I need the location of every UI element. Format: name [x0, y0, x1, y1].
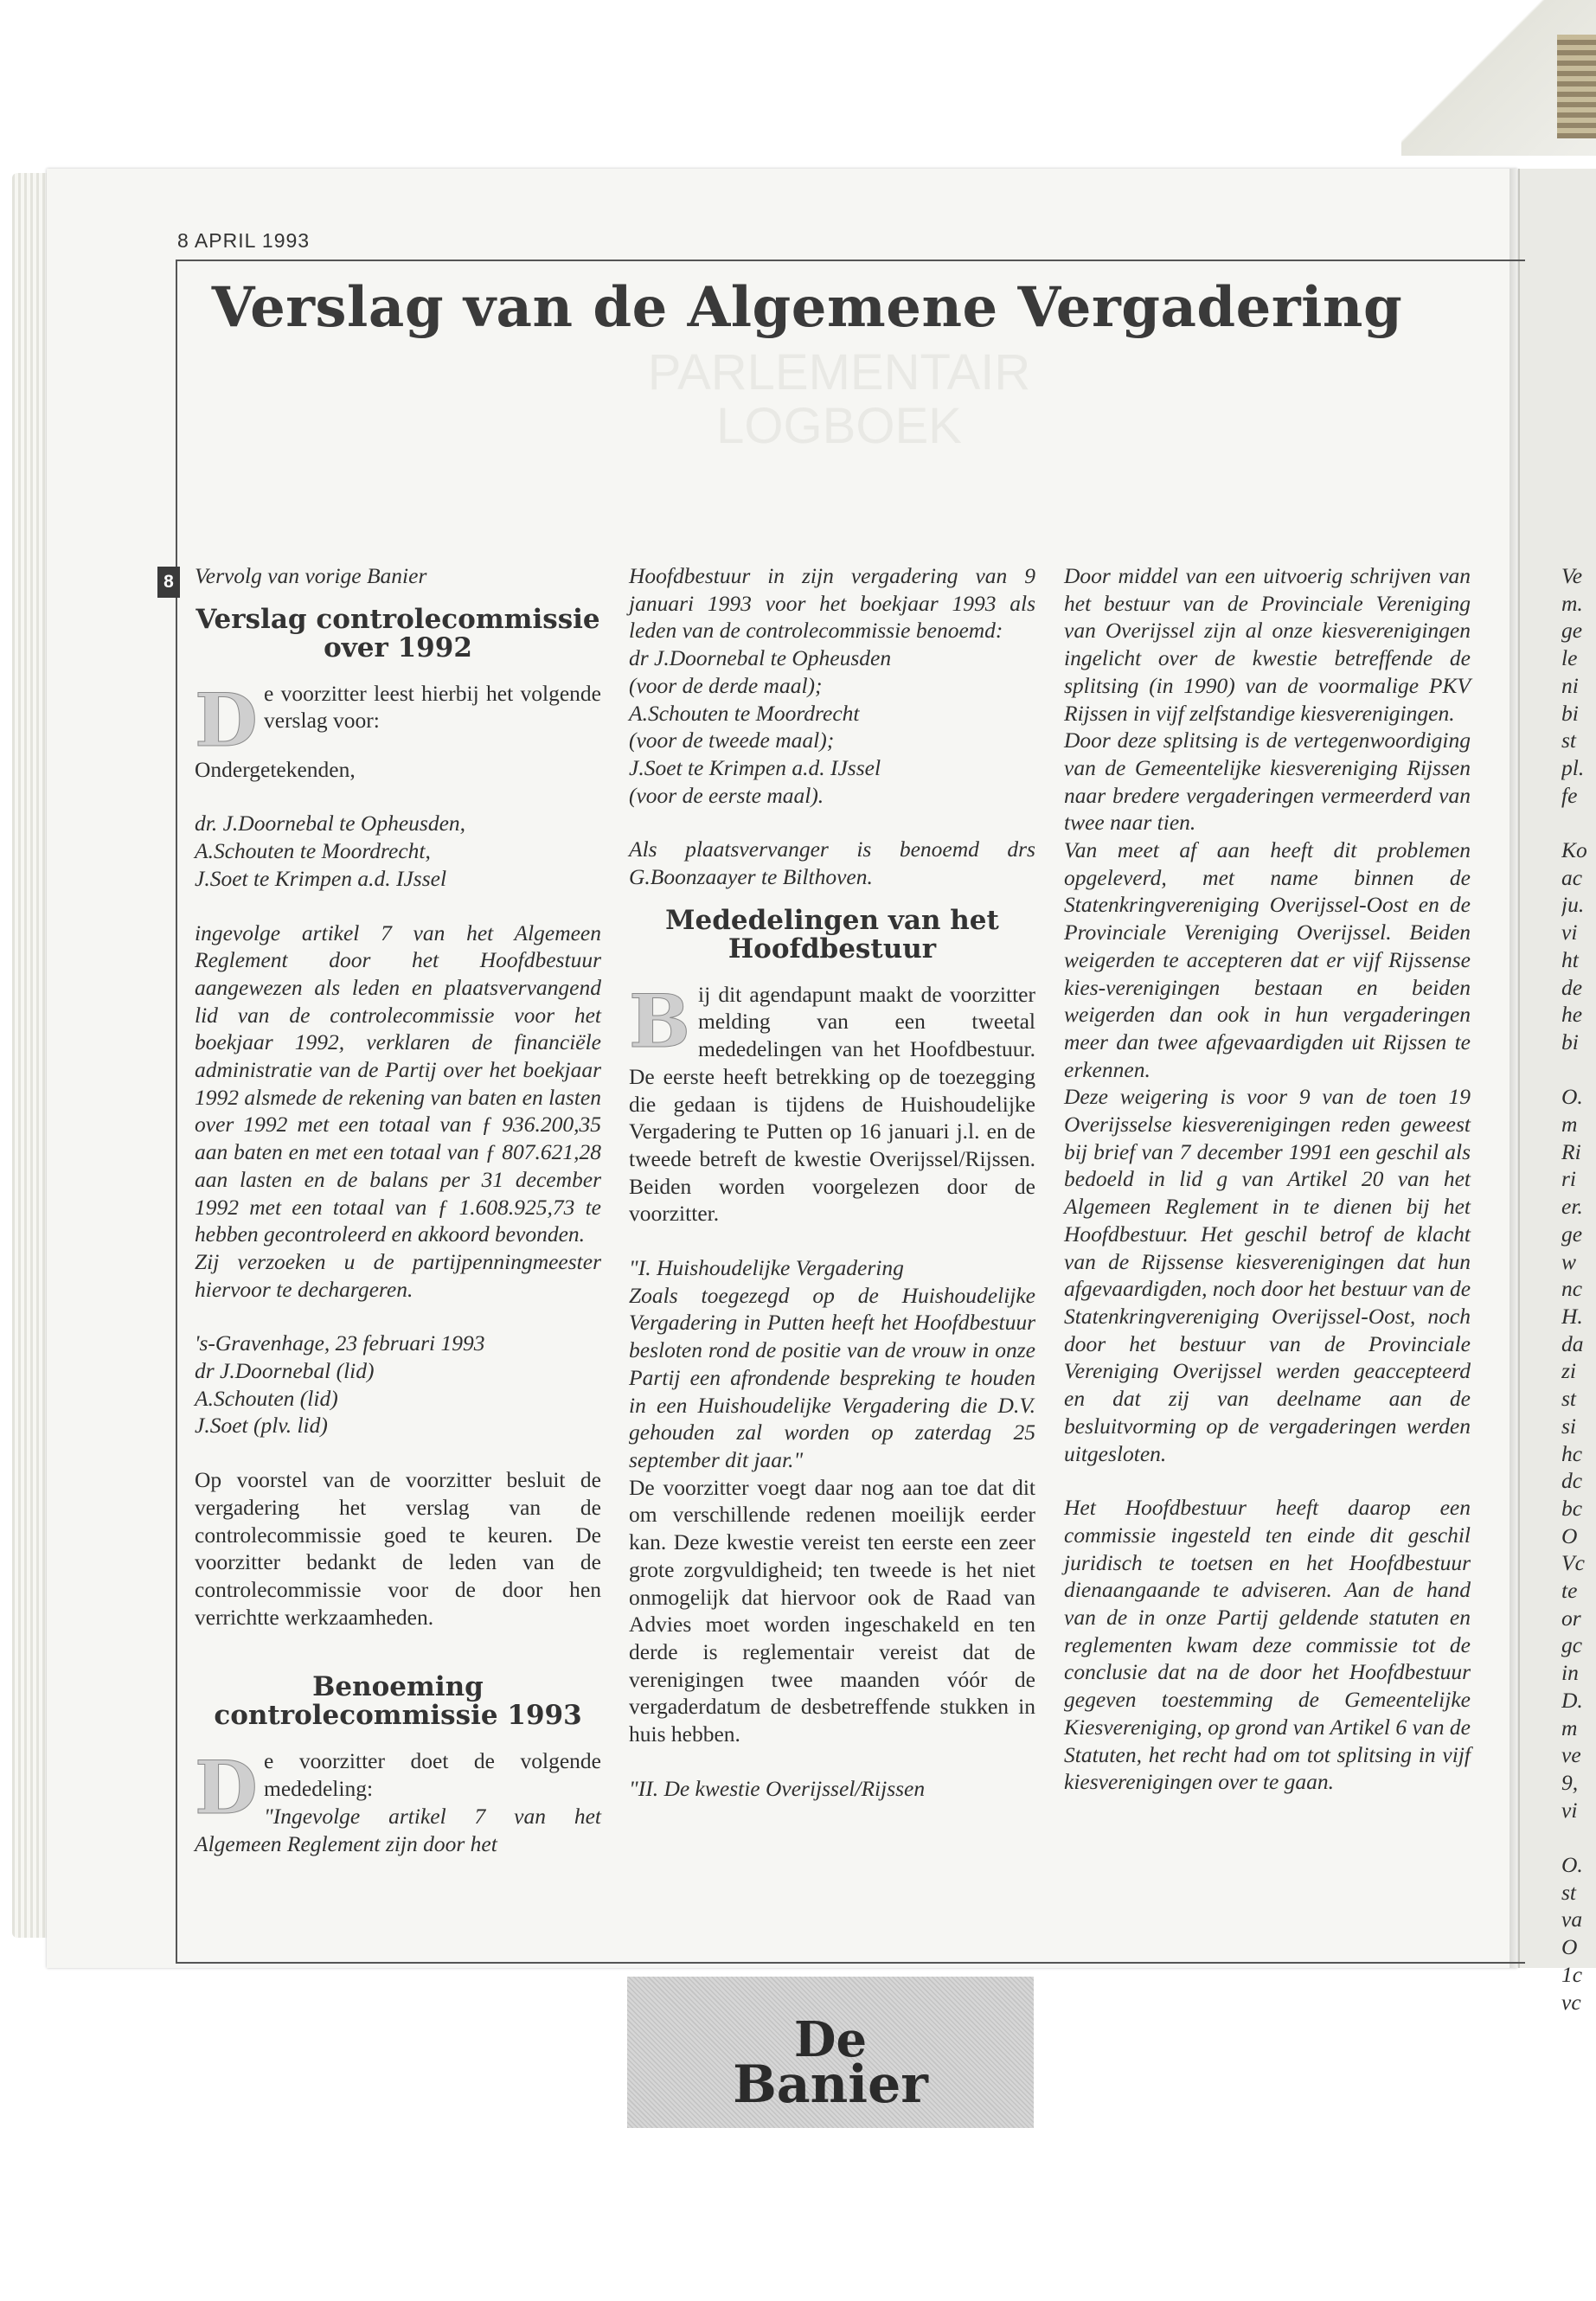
chairman-addition: De voorzitter voegt daar nog aan toe dat dit om verschillende redenen moeilijk eerder kan. Deze kwestie vereist ten eerste een zeer grote zorgvuldigheid; ten tweede is het niet onmogelijk dat hiervoor ook de Raad van Advies moet worden ingeschakeld en ten derde is reglementair vereist dat de verenigingen twee maanden vóór de vergaderdatum de desbetreffende stukken in huis hebben.: [629, 1474, 1035, 1747]
fragment-line: ge: [1561, 1221, 1583, 1247]
fragment-line: O.: [1561, 1852, 1583, 1878]
fragment-line: [1561, 809, 1596, 836]
facing-page-fragments: [1561, 562, 1596, 2016]
fragment-line: m: [1561, 1715, 1578, 1740]
fragment-line: le: [1561, 645, 1578, 671]
intro-text: e voorzitter doet de volgende mededeling:: [264, 1748, 601, 1802]
column-2: [629, 562, 1035, 1802]
dropcap-paragraph: [195, 676, 601, 763]
signature: A.Schouten (lid): [195, 1385, 338, 1411]
undersigned: Ondergetekenden,: [195, 756, 356, 782]
fragment-line: m: [1561, 1112, 1578, 1138]
fragment-line: Ve: [1561, 563, 1583, 588]
fragment-line: dc: [1561, 1468, 1583, 1494]
fragment-line: [1561, 1823, 1596, 1851]
dropcap-paragraph: [629, 977, 1035, 1227]
quote-start: "Ingevolge artikel 7 van het Algemeen Reglement zijn door het: [195, 1803, 601, 1856]
committee-member: A.Schouten te Moordrecht: [629, 700, 860, 726]
page-number-badge: 8: [157, 567, 180, 598]
logo-word-banier: Banier: [733, 2054, 928, 2115]
discharge-request: Zij verzoeken u de partijpenningmeester hiervoor te dechargeren.: [195, 1248, 601, 1302]
fragment-line: va: [1561, 1907, 1583, 1932]
fragment-line: st: [1561, 727, 1577, 753]
de-banier-logo: [627, 1977, 1034, 2128]
committee-member: (voor de eerste maal).: [629, 782, 824, 808]
ghost-title: [623, 346, 1055, 453]
dropcap-letter: D: [195, 676, 258, 763]
quote-title: "I. Huishoudelijke Vergadering: [629, 1255, 904, 1281]
fragment-line: 1c: [1561, 1961, 1583, 1987]
fragment-line: ni: [1561, 672, 1579, 698]
fragment-line: ac: [1561, 864, 1583, 890]
continued-note: Vervolg van vorige Banier: [195, 563, 427, 588]
fragment-line: Vc: [1561, 1550, 1585, 1576]
fragment-line: ri: [1561, 1166, 1577, 1192]
fragment-line: fe: [1561, 782, 1578, 808]
member-name: A.Schouten te Moordrecht,: [195, 838, 431, 864]
issue-date: 8 APRIL 1993: [177, 229, 311, 252]
fragment-line: st: [1561, 1879, 1577, 1905]
committee-member: J.Soet te Krimpen a.d. IJssel: [629, 754, 881, 780]
fragment-line: in: [1561, 1660, 1579, 1686]
ghost-title-line1: PARLEMENTAIR: [647, 344, 1031, 401]
column-3: [1064, 562, 1471, 1796]
fragment-line: 9,: [1561, 1769, 1579, 1795]
fragment-line: bi: [1561, 1029, 1579, 1054]
column-1: [195, 562, 601, 1857]
fragment-line: de: [1561, 974, 1583, 1000]
mededelingen-body: ij dit agendapunt maakt de voorzitter melding van een tweetal mededelingen van het Hoofdbestuur. De eerste heeft betrekking op de toezegging die gedaan is tijdens de Huishoudelijke Vergadering te Putten op 16 januari j.l. en de tweede betreft de kwestie Overijssel/Rijssen. Beiden worden voorgelezen door de voorzitter.: [629, 981, 1035, 1227]
member-name: J.Soet te Krimpen a.d. IJssel: [195, 865, 447, 891]
fragment-line: vc: [1561, 1989, 1581, 2015]
committee-member: dr J.Doornebal te Opheusden: [629, 645, 892, 671]
section-title-verslag: Verslag controlecommissie over 1992: [195, 603, 600, 663]
paragraph: Door middel van een uitvoerig schrijven van het bestuur van de Provinciale Vereniging van Overijssel zijn al onze kiesverenigingen ingelicht over de kwestie betreffende de splitsing (in 1990) van de voormalige PKV Rijssen in vijf zelfstandige kiesverenigingen.: [1064, 563, 1471, 726]
fragment-line: te: [1561, 1578, 1578, 1604]
fragment-line: vi: [1561, 1797, 1578, 1823]
fragment-line: ve: [1561, 1742, 1581, 1768]
dropcap-paragraph: [195, 1747, 601, 1857]
fragment-line: pl.: [1561, 754, 1585, 780]
fragment-line: hc: [1561, 1440, 1583, 1466]
fragment-line: ju.: [1561, 892, 1585, 918]
section-title-mededelingen: Mededelingen van het Hoofdbestuur: [665, 904, 999, 965]
fragment-line: zi: [1561, 1358, 1577, 1384]
fragment-line: Ko: [1561, 837, 1587, 863]
bookmark-ribbon: [1557, 35, 1596, 138]
report-body: ingevolge artikel 7 van het Algemeen Reglement door het Hoofdbestuur aangewezen als leden en plaatsvervangend lid van de controlecommissie voor het boekjaar 1992, verklaren de financiële administratie van de Partij over het boekjaar 1992 alsmede de rekening van baten en lasten over 1992 met een totaal van ƒ 936.200,35 aan baten en met een totaal van ƒ 807.621,28 aan lasten en de balans per 31 december 1992 met een totaal van ƒ 1.608.925,73 te hebben gecontroleerd en akkoord bevonden.: [195, 920, 601, 1247]
signature: J.Soet (plv. lid): [195, 1413, 328, 1439]
fragment-line: da: [1561, 1330, 1584, 1356]
logo-word-de: De: [793, 2011, 868, 2068]
fragment-line: H.: [1561, 1303, 1583, 1329]
member-name: dr. J.Doornebal te Opheusden,: [195, 811, 466, 836]
paragraph: Het Hoofdbestuur heeft daarop een commissie ingesteld ten einde dit geschil juridisch te toetsen en het Hoofdbestuur dienaangaande te adviseren. Aan de hand van de in onze Partij geldende statuten en reglementen kwam deze commissie tot de conclusie dat na de door het Hoofdbestuur gegeven toestemming de Gemeentelijke Kiesvereniging, op grond van Artikel 6 van de Statuten, het recht had om tot splitsing in vijf kiesverenigingen over te gaan.: [1064, 1495, 1471, 1795]
fragment-line: nc: [1561, 1276, 1583, 1302]
fragment-line: O: [1561, 1522, 1578, 1548]
dropcap-letter: B: [629, 977, 690, 1064]
decision-text: Op voorstel van de voorzitter besluit de vergadering het verslag van de controlecommissie goed te keuren. De voorzitter bedankt de leden van de controlecommissie voor de door hen verrichtte werkzaamheden.: [195, 1467, 601, 1630]
section-title-benoeming: Benoeming controlecommissie 1993: [214, 1671, 582, 1732]
fragment-line: vi: [1561, 920, 1578, 945]
fragment-line: ge: [1561, 618, 1583, 644]
committee-member: (voor de derde maal);: [629, 672, 823, 698]
quote-continuation: Hoofdbestuur in zijn vergadering van 9 januari 1993 voor het boekjaar 1993 als leden van de controlecommissie benoemd:: [629, 563, 1035, 644]
fragment-line: w: [1561, 1248, 1577, 1274]
ghost-title-line2: LOGBOEK: [716, 398, 962, 454]
paragraph: Door deze splitsing is de vertegenwoordiging van de Gemeentelijke kiesvereniging Rijssen naar bredere vergaderingen vermeerderd van twee naar tien.: [1064, 727, 1471, 836]
quote-title: "II. De kwestie Overijssel/Rijssen: [629, 1775, 926, 1801]
fragment-line: [1561, 1056, 1596, 1084]
fragment-line: or: [1561, 1605, 1581, 1631]
page-headline: Verslag van de Algemene Vergadering: [211, 275, 1403, 340]
fragment-line: he: [1561, 1002, 1583, 1028]
place-date: 's-Gravenhage, 23 februari 1993: [195, 1330, 485, 1356]
fragment-line: bi: [1561, 700, 1579, 726]
paragraph: Van meet af aan heeft dit problemen opgeleverd, met name binnen de Statenkringvereniging Overijssel-Oost en de Provinciale Vereniging Overijssel. Beiden weigerden te accepteren dat er vijf Rijssense kies-verenigingen bestaan en beiden weigerden dan ook in hun vergaderingen meer dan twee afgevaardigden uit Rijssen te erkennen.: [1064, 837, 1471, 1082]
fragment-line: m.: [1561, 590, 1583, 616]
quote-body: Zoals toegezegd op de Huishoudelijke Vergadering in Putten heeft het Hoofdbestuur besloten rond de positie van de vrouw in onze Partij een afrondende bespreking te houden in een Huishoudelijke Vergadering die D.V. gehouden zal worden op zaterdag 25 september dit jaar.": [629, 1282, 1035, 1472]
fragment-line: er.: [1561, 1194, 1583, 1220]
signature: dr J.Doornebal (lid): [195, 1358, 375, 1384]
fragment-line: D.: [1561, 1687, 1583, 1713]
fragment-line: ht: [1561, 946, 1579, 972]
fragment-line: bc: [1561, 1495, 1583, 1521]
paragraph: Deze weigering is voor 9 van de toen 19 Overijsselse kiesverenigingen reden geweest bij brief van 7 december 1991 een geschil als bedoeld in lid g van Artikel 20 van het Algemeen Reglement in te dienen bij het Hoofdbestuur. Het geschil betrof de klacht van de Rijssense kiesverenigingen dat hun afgevaardigden, noch door het bestuur van de Statenkringvereniging Overijssel-Oost, noch door het bestuur van de Provinciale Vereniging Overijssel werden geaccepteerd en dat zij van deelname aan de besluitvorming op de vergaderingen werden uitgesloten.: [1064, 1084, 1471, 1466]
fragment-line: Ri: [1561, 1138, 1581, 1164]
fragment-line: st: [1561, 1386, 1577, 1412]
fragment-line: O.: [1561, 1084, 1583, 1110]
committee-member: (voor de tweede maal);: [629, 727, 835, 753]
fragment-line: gc: [1561, 1632, 1583, 1658]
fragment-line: si: [1561, 1413, 1577, 1439]
fragment-line: O: [1561, 1934, 1578, 1960]
intro-text: e voorzitter leest hierbij het volgende verslag voor:: [264, 680, 601, 734]
substitute-note: Als plaatsvervanger is benoemd drs G.Boonzaayer te Bilthoven.: [629, 836, 1035, 890]
dropcap-letter: D: [195, 1745, 258, 1831]
